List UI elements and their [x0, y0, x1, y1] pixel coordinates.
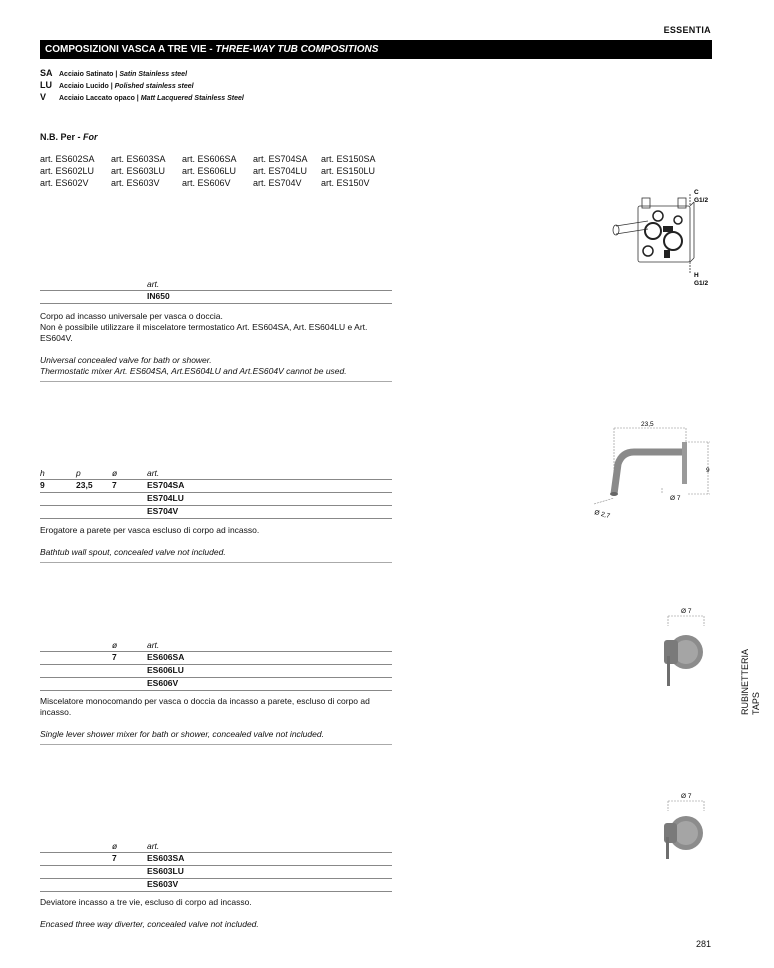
mixer-diameter-label: Ø 7	[681, 608, 692, 615]
desc-it: Deviatore incasso a tre vie, escluso di corpo ad incasso.	[40, 897, 252, 907]
inlet-c-size: G1/2	[694, 197, 709, 204]
section-divider	[40, 562, 392, 563]
outlet-diameter-label: Ø 2,7	[593, 509, 611, 521]
finish-it: Acciaio Satinato |	[59, 71, 120, 78]
article-cell: art. ES602SA	[40, 154, 95, 164]
article-cell: art. ES704LU	[253, 166, 308, 176]
table-row	[40, 852, 392, 865]
description-es603	[40, 897, 396, 930]
article-code: ES603V	[147, 879, 179, 889]
description-in650	[40, 311, 396, 377]
article-grid	[40, 153, 392, 189]
diverter-diameter-label: Ø 7	[681, 793, 692, 800]
title-italian: COMPOSIZIONI VASCA A TRE VIE -	[45, 44, 216, 55]
desc-it-2: Non è possibile utilizzare il miscelatore termostatico Art. ES604SA, Art. ES604LU e Art. ES604V.	[40, 322, 368, 343]
article-cell: art. ES150SA	[321, 154, 376, 164]
article-cell: art. ES606SA	[182, 154, 237, 164]
article-cell: art. ES603SA	[111, 154, 166, 164]
table-header	[40, 468, 392, 479]
col-h: h	[40, 468, 45, 478]
col-p: p	[76, 468, 81, 478]
article-code: ES603LU	[147, 866, 184, 876]
table-row	[40, 651, 392, 664]
table-row	[40, 290, 392, 304]
article-cell: art. ES704SA	[253, 154, 308, 164]
desc-it: Erogatore a parete per vasca escluso di corpo ad incasso.	[40, 525, 260, 535]
table-header	[40, 640, 392, 651]
spec-table-es704	[40, 468, 392, 519]
article-cell: art. ES606V	[182, 178, 231, 188]
sidebar-category	[740, 645, 768, 715]
article-row	[40, 153, 392, 165]
section-divider	[40, 744, 392, 745]
article-row	[40, 177, 392, 189]
diameter-value: 7	[112, 853, 117, 863]
spec-table-es606	[40, 640, 392, 691]
description-es606	[40, 696, 396, 740]
table-row	[40, 492, 392, 505]
desc-en: Single lever shower mixer for bath or shower, concealed valve not included.	[40, 729, 324, 739]
desc-en-2: Thermostatic mixer Art. ES604SA, Art.ES604LU and Art.ES604V cannot be used.	[40, 366, 347, 376]
category-en: TAPS	[751, 692, 761, 715]
spout-length-label: 23,5	[641, 421, 654, 428]
description-es704	[40, 525, 396, 558]
article-cell: art. ES602LU	[40, 166, 95, 176]
legend-item-sa	[40, 68, 187, 78]
article-cell: art. ES704V	[253, 178, 302, 188]
finish-it: Acciaio Laccato opaco |	[59, 95, 141, 102]
category-it: RUBINETTERIA	[740, 648, 750, 715]
article-code: ES704LU	[147, 493, 184, 503]
nb-label: N.B. Per -	[40, 132, 84, 142]
spec-table-es603	[40, 841, 392, 892]
article-cell: art. ES602V	[40, 178, 89, 188]
col-art: art.	[147, 279, 160, 289]
article-cell: art. ES603LU	[111, 166, 166, 176]
inlet-c-label: C	[694, 189, 699, 196]
desc-it: Corpo ad incasso universale per vasca o doccia.	[40, 311, 223, 321]
table-row	[40, 505, 392, 519]
article-cell: art. ES150LU	[321, 166, 376, 176]
spout-diameter-label: Ø 7	[670, 495, 681, 502]
table-row	[40, 865, 392, 878]
table-row	[40, 878, 392, 892]
desc-it: Miscelatore monocomando per vasca o doccia da incasso a parete, escluso di corpo ad incasso.	[40, 696, 370, 717]
article-cell: art. ES603V	[111, 178, 160, 188]
diameter-value: 7	[112, 480, 117, 490]
section-divider	[40, 381, 392, 382]
title-english: THREE-WAY TUB COMPOSITIONS	[215, 44, 379, 55]
article-cell: art. ES150V	[321, 178, 370, 188]
finish-code: SA	[40, 68, 53, 78]
legend-item-v	[40, 92, 244, 102]
table-header	[40, 279, 392, 290]
finish-code: LU	[40, 80, 52, 90]
desc-en: Universal concealed valve for bath or shower.	[40, 355, 212, 365]
inlet-h-size: G1/2	[694, 280, 709, 287]
article-code: IN650	[147, 291, 170, 301]
finish-en: Polished stainless steel	[114, 83, 194, 90]
article-code: ES603SA	[147, 853, 185, 863]
col-art: art.	[147, 640, 160, 650]
spec-table-in650	[40, 279, 392, 304]
article-code: ES704SA	[147, 480, 185, 490]
article-code: ES606V	[147, 678, 179, 688]
projection-value: 23,5	[76, 480, 93, 490]
spout-height-label: 9	[706, 467, 710, 474]
col-diameter: ø	[112, 640, 118, 650]
article-row	[40, 165, 392, 177]
wall-spout-drawing	[590, 418, 715, 523]
finish-en: Matt Lacquered Stainless Steel	[140, 95, 244, 102]
desc-en: Encased three way diverter, concealed valve not included.	[40, 919, 259, 929]
article-cell: art. ES606LU	[182, 166, 237, 176]
nb-label-en: For	[83, 132, 98, 142]
col-art: art.	[147, 468, 160, 478]
article-code: ES606SA	[147, 652, 185, 662]
diameter-value: 7	[112, 652, 117, 662]
article-code: ES704V	[147, 506, 179, 516]
desc-en: Bathtub wall spout, concealed valve not included.	[40, 547, 226, 557]
page-number: 281	[695, 939, 711, 949]
article-code: ES606LU	[147, 665, 184, 675]
section-title-bar	[40, 40, 712, 59]
table-row	[40, 664, 392, 677]
mixer-drawing	[650, 604, 720, 689]
col-art: art.	[147, 841, 160, 851]
inlet-h-label: H	[694, 272, 699, 279]
col-diameter: ø	[112, 468, 118, 478]
table-row	[40, 479, 392, 492]
nb-note	[40, 132, 98, 142]
legend-item-lu	[40, 80, 194, 90]
height-value: 9	[40, 480, 45, 490]
table-row	[40, 677, 392, 691]
concealed-valve-drawing	[608, 186, 718, 291]
brand-name: ESSENTIA	[663, 25, 711, 35]
finish-en: Satin Stainless steel	[119, 71, 188, 78]
col-diameter: ø	[112, 841, 118, 851]
table-header	[40, 841, 392, 852]
diverter-drawing	[652, 789, 720, 864]
finish-it: Acciaio Lucido |	[59, 83, 115, 90]
finish-code: V	[40, 92, 47, 102]
